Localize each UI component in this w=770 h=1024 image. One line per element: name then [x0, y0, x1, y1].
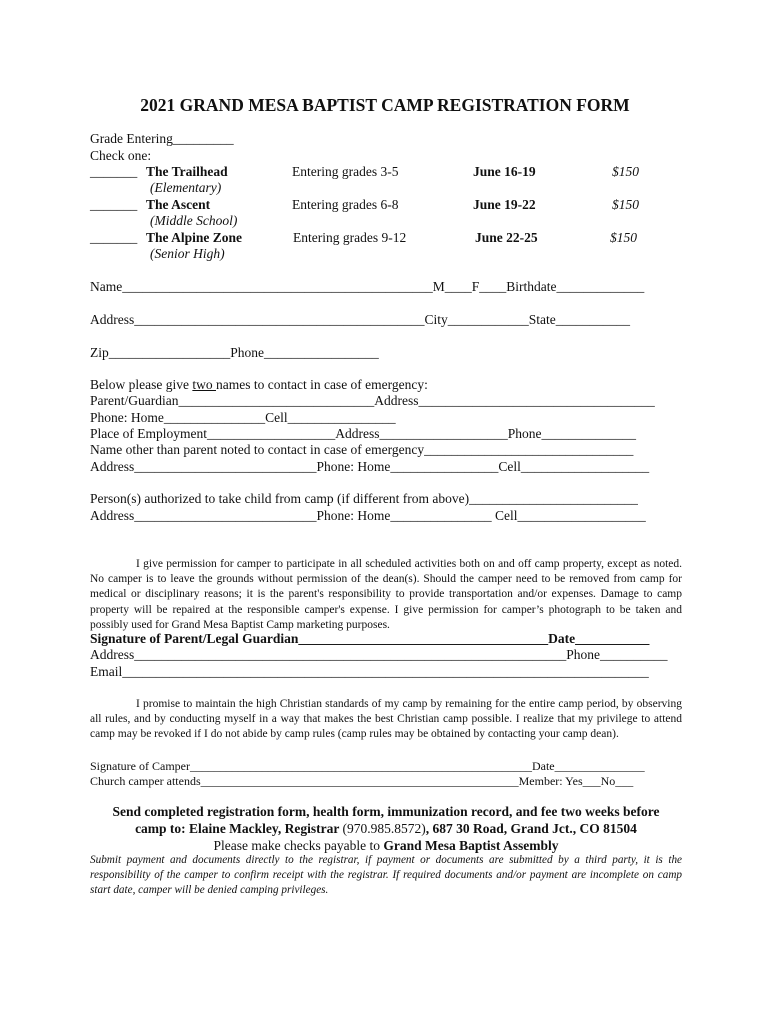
camp-dates: June 16-19 — [473, 164, 536, 179]
guardian-email-line[interactable]: Email______________________________________________________________________________ — [90, 664, 649, 679]
camp-grades: Entering grades 3-5 — [292, 164, 399, 179]
employment-line[interactable]: Place of Employment___________________Address___________________Phone______________ — [90, 426, 636, 441]
send-line-2 — [90, 820, 682, 837]
fine-print: Submit payment and documents directly to the registrar, if payment or documents are submitted by a third party, it is the responsibility of the camper to confirm receipt with the registrar. If required documents and/or payment are incomplete on camp start date, camper will be denied camping privileges. — [90, 854, 682, 896]
camp-name: The Alpine Zone — [146, 230, 243, 245]
send-line-3 — [90, 837, 682, 854]
registrar-name: camp to: Elaine Mackley, Registrar — [135, 821, 343, 836]
camp-level: (Senior High) — [150, 246, 225, 261]
other-contact-address-line[interactable]: Address___________________________Phone: Home________________Cell___________________ — [90, 459, 650, 474]
registrar-address: , 687 30 Road, Grand Jct., CO 81504 — [425, 821, 637, 836]
permission-paragraph: I give permission for camper to participate in all scheduled activities both on and off camp property, except as noted. No camper is to leave the grounds without permission of the dean(s). Should the camper need to be removed from camp for medical or disciplinary reasons; it is the parent's responsibility to provide transportation and/or expenses. Damage to camp property will be repaired at the responsible camper's expense. I give permission for camper’s photograph to be taken and possibly used for Grand Mesa Baptist Camp marketing purposes. — [90, 558, 682, 631]
church-line[interactable]: Church camper attends_____________________________________________________Member: Yes___No___ — [90, 774, 634, 788]
authorized-address-line[interactable]: Address___________________________Phone: Home_______________ Cell___________________ — [90, 508, 646, 523]
payable-name: Grand Mesa Baptist Assembly — [383, 838, 559, 853]
send-instructions — [90, 803, 682, 854]
camper-name-line[interactable]: Name______________________________________________M____F____Birthdate_____________ — [90, 279, 645, 294]
payable-pre: Please make checks payable to — [213, 838, 384, 853]
camp-grades: Entering grades 6-8 — [292, 197, 399, 212]
camp-level: (Middle School) — [150, 213, 238, 228]
registrar-phone: (970.985.8572) — [342, 821, 426, 836]
emergency-intro-underlined: two — [192, 377, 216, 392]
camp-grades: Entering grades 9-12 — [293, 230, 407, 245]
camp-option-ascent[interactable] — [90, 197, 690, 213]
check-one-label: Check one: — [90, 148, 152, 163]
home-cell-phone-line[interactable]: Phone: Home_______________Cell________________ — [90, 410, 396, 425]
camp-check-blank[interactable]: _______ — [90, 230, 138, 245]
other-contact-line[interactable]: Name other than parent noted to contact in case of emergency_______________________________ — [90, 442, 634, 457]
camp-name: The Ascent — [146, 197, 211, 212]
camp-name: The Trailhead — [146, 164, 228, 179]
camp-option-alpine-zone[interactable] — [90, 230, 690, 246]
camp-price: $150 — [610, 230, 637, 245]
camp-option-trailhead[interactable] — [90, 164, 690, 180]
guardian-signature-line[interactable]: Signature of Parent/Legal Guardian_____________________________________Date___________ — [90, 631, 650, 646]
camp-dates: June 22-25 — [475, 230, 538, 245]
grade-entering-field[interactable]: Grade Entering_________ — [90, 131, 234, 146]
form-title: 2021 GRAND MESA BAPTIST CAMP REGISTRATION FORM — [140, 95, 630, 115]
authorized-persons-line[interactable]: Person(s) authorized to take child from camp (if different from above)_________________________ — [90, 491, 638, 506]
emergency-intro — [90, 377, 428, 393]
camp-check-blank[interactable]: _______ — [90, 197, 138, 212]
camper-address-line[interactable]: Address___________________________________________City____________State___________ — [90, 312, 630, 327]
camp-price: $150 — [612, 197, 639, 212]
emergency-intro-post: names to contact in case of emergency: — [215, 377, 428, 392]
camp-check-blank[interactable]: _______ — [90, 164, 138, 179]
emergency-intro-pre: Below please give — [90, 377, 193, 392]
camp-price: $150 — [612, 164, 639, 179]
camper-zip-phone-line[interactable]: Zip__________________Phone_________________ — [90, 345, 379, 360]
parent-guardian-line[interactable]: Parent/Guardian_____________________________Address___________________________________ — [90, 393, 655, 408]
send-line-1: Send completed registration form, health form, immunization record, and fee two weeks before — [112, 804, 660, 819]
camp-level: (Elementary) — [150, 180, 222, 195]
guardian-address-line[interactable]: Address________________________________________________________________Phone__________ — [90, 647, 668, 662]
promise-paragraph: I promise to maintain the high Christian standards of my camp by remaining for the entire camp period, by observing all rules, and by conducting myself in a way that makes the best Christian camp possible. I realize that my privilege to attend camp may be revoked if I do not abide by camp rules (camp rules may be obtained by contacting your camp dean). — [90, 698, 682, 741]
camp-dates: June 19-22 — [473, 197, 536, 212]
camper-signature-line[interactable]: Signature of Camper_________________________________________________________Date_______________ — [90, 759, 645, 773]
